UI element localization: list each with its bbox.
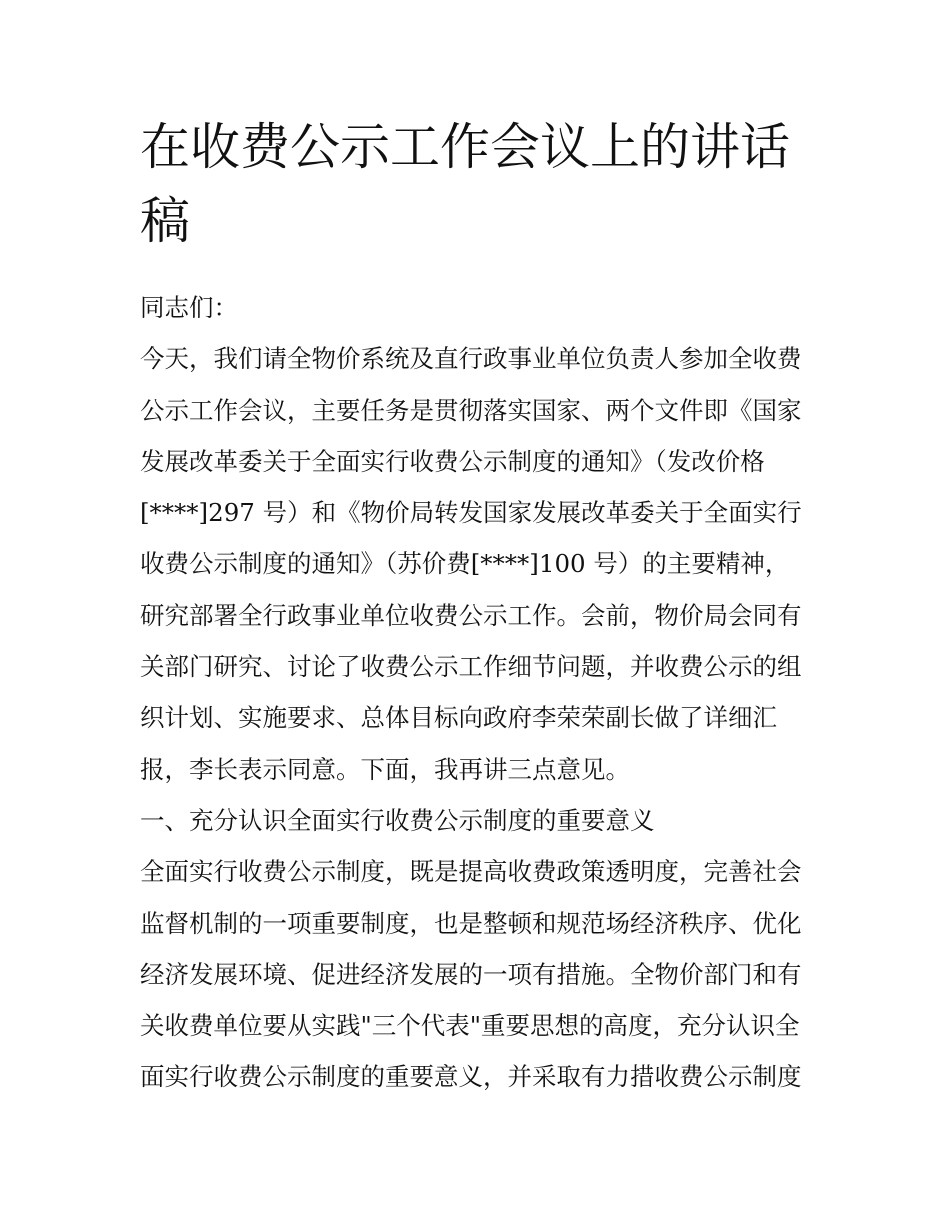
paragraph-line: 关部门研究、讨论了收费公示工作细节问题，并收费公示的组 bbox=[140, 652, 802, 682]
paragraph-line: 公示工作会议，主要任务是贯彻落实国家、两个文件即《国家 bbox=[140, 395, 802, 425]
title-line: 在收费公示工作会议上的讲话 bbox=[140, 118, 790, 176]
document-body bbox=[140, 282, 820, 1103]
document-content bbox=[140, 110, 820, 1103]
salutation: 同志们： bbox=[140, 293, 238, 322]
paragraph-line: 面实行收费公示制度的重要意义，并采取有力措收费公示制度 bbox=[140, 1062, 802, 1092]
paragraph-line: 收费公示制度的通知》（苏价费[****]100 号）的主要精神， bbox=[140, 549, 790, 579]
paragraph-line: 今天，我们请全物价系统及直行政事业单位负责人参加全收费 bbox=[140, 344, 802, 374]
section-heading: 一、充分认识全面实行收费公示制度的重要意义 bbox=[140, 805, 655, 835]
paragraph-line: 发展改革委关于全面实行收费公示制度的通知》（发改价格 bbox=[140, 446, 765, 476]
paragraph-line: 关收费单位要从实践"三个代表"重要思想的高度，充分认识全 bbox=[140, 1011, 800, 1041]
title-line: 稿 bbox=[140, 192, 190, 250]
paragraph-line: 监督机制的一项重要制度，也是整顿和规范场经济秩序、优化 bbox=[140, 908, 802, 938]
paragraph-line: 经济发展环境、促进经济发展的一项有措施。全物价部门和有 bbox=[140, 959, 802, 989]
document-title bbox=[140, 110, 820, 258]
paragraph-line: 报，李长表示同意。下面，我再讲三点意见。 bbox=[140, 754, 630, 784]
paragraph-line: 全面实行收费公示制度，既是提高收费政策透明度，完善社会 bbox=[140, 857, 802, 887]
paragraph-line: 织计划、实施要求、总体目标向政府李荣荣副长做了详细汇 bbox=[140, 703, 777, 733]
paragraph-line: 研究部署全行政事业单位收费公示工作。会前，物价局会同有 bbox=[140, 600, 802, 630]
paragraph-line: [****]297 号）和《物价局转发国家发展改革委关于全面实行 bbox=[140, 498, 802, 528]
